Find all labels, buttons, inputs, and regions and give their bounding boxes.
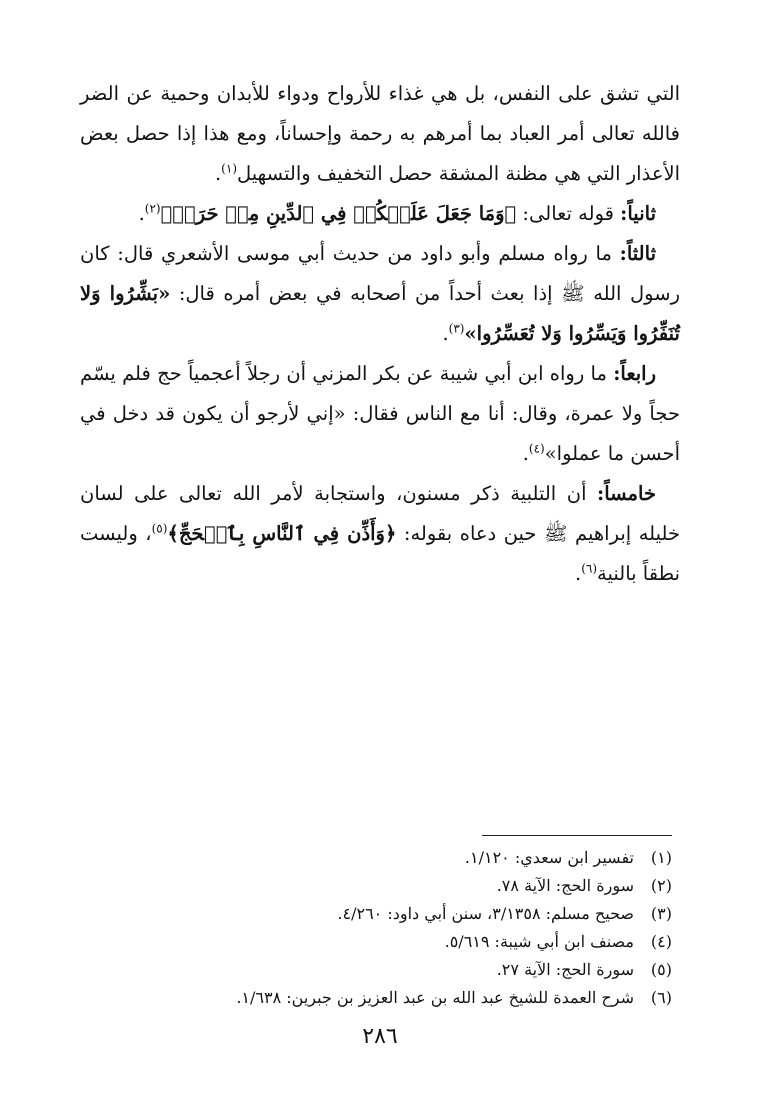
footnote-ref: (٥) <box>151 521 168 536</box>
paragraph-end: . <box>442 322 449 345</box>
paragraph-text: التي تشق على النفس، بل هي غذاء للأرواح ودواء للأبدان وحمية عن الضر فالله تعالى أمر العباد بما أمرهم به رحمة وإحساناً، ومع هذا إذا حصل بعض الأعذار التي هي مظنة المشقة حصل التخفيف والتسهيل <box>80 82 680 185</box>
footnote-number: (٥) <box>650 960 672 979</box>
footnote-number: (٣) <box>650 904 672 923</box>
hadith-quote: «بَشِّرُوا وَلا تُنَفِّرُوا وَيَسِّرُوا وَلا تُعَسِّرُوا» <box>80 282 680 345</box>
footnote-ref: (٢) <box>144 201 161 216</box>
footnote-text: سورة الحج: الآية ٢٧. <box>496 960 634 979</box>
footnote-item <box>72 928 672 956</box>
footnote-item <box>72 900 672 928</box>
paragraph-end: . <box>522 442 529 465</box>
paragraph-end: . <box>575 562 582 585</box>
footnote-ref: (٤) <box>528 441 545 456</box>
paragraph-lead: ثانياً: <box>620 202 656 225</box>
footnotes-list <box>72 844 672 1012</box>
footnote-item <box>72 956 672 984</box>
footnote-text: شرح العمدة للشيخ عبد الله بن عبد العزيز بن جبرين: ١/٦٣٨. <box>236 988 634 1007</box>
paragraph-lead: رابعاً: <box>613 362 656 385</box>
footnote-text: صحيح مسلم: ٣/١٣٥٨، سنن أبي داود: ٤/٢٦٠. <box>337 904 634 923</box>
paragraph-third <box>80 234 680 354</box>
footnote-number: (١) <box>650 848 672 867</box>
footnote-text: مصنف ابن أبي شيبة: ٥/٦١٩. <box>444 932 634 951</box>
page-number: ٢٨٦ <box>362 1024 398 1049</box>
paragraph-end: . <box>138 202 145 225</box>
quran-verse: ﴿وَمَا جَعَلَ عَلَيۡكُمۡ فِي ٱلدِّينِ مِنۡ حَرَجٖ﴾ <box>160 202 517 225</box>
footnote-item <box>72 872 672 900</box>
footnote-ref: (٦) <box>581 561 598 576</box>
footnote-ref: (١) <box>221 161 237 176</box>
footnote-number: (٤) <box>650 932 672 951</box>
footnote-number: (٦) <box>650 988 672 1007</box>
paragraph-continuation: ، وليست نطقاً بالنية <box>80 522 680 585</box>
footnote-item <box>72 984 672 1012</box>
paragraph-text: ما رواه مسلم وأبو داود من حديث أبي موسى الأشعري قال: كان رسول الله ﷺ إذا بعث أحداً من أصحابه في بعض أمره قال: <box>80 242 680 305</box>
paragraph-text: ما رواه ابن أبي شيبة عن بكر المزني أن رجلاً أعجمياً حج فلم يسّم حجاً ولا عمرة، وقال: أنا مع الناس فقال: «إني لأرجو أن يكون قد دخل في أحسن ما عملوا» <box>80 362 680 465</box>
footnote-separator <box>482 835 672 836</box>
paragraph-lead: خامساً: <box>597 482 656 505</box>
paragraph-second <box>80 194 680 234</box>
paragraph-text: قوله تعالى: <box>516 202 621 225</box>
paragraph-end: . <box>214 162 222 185</box>
paragraph-fourth <box>80 354 680 474</box>
footnote-ref: (٣) <box>448 321 465 336</box>
body-text <box>80 74 680 594</box>
paragraph-intro <box>80 74 680 194</box>
footnote-number: (٢) <box>650 876 672 895</box>
footnote-text: سورة الحج: الآية ٧٨. <box>496 876 634 895</box>
paragraph-fifth <box>80 474 680 594</box>
paragraph-lead: ثالثاً: <box>619 242 656 265</box>
footnote-item <box>72 844 672 872</box>
quran-verse: ﴿وَأَذِّن فِي ٱلنَّاسِ بِٱلۡحَجِّ﴾ <box>167 522 397 545</box>
paragraph-text: أن التلبية ذكر مسنون، واستجابة لأمر الله تعالى على لسان خليله إبراهيم ﷺ حين دعاه بقوله: <box>80 482 681 545</box>
footnote-text: تفسير ابن سعدي: ١/١٢٠. <box>464 848 634 867</box>
